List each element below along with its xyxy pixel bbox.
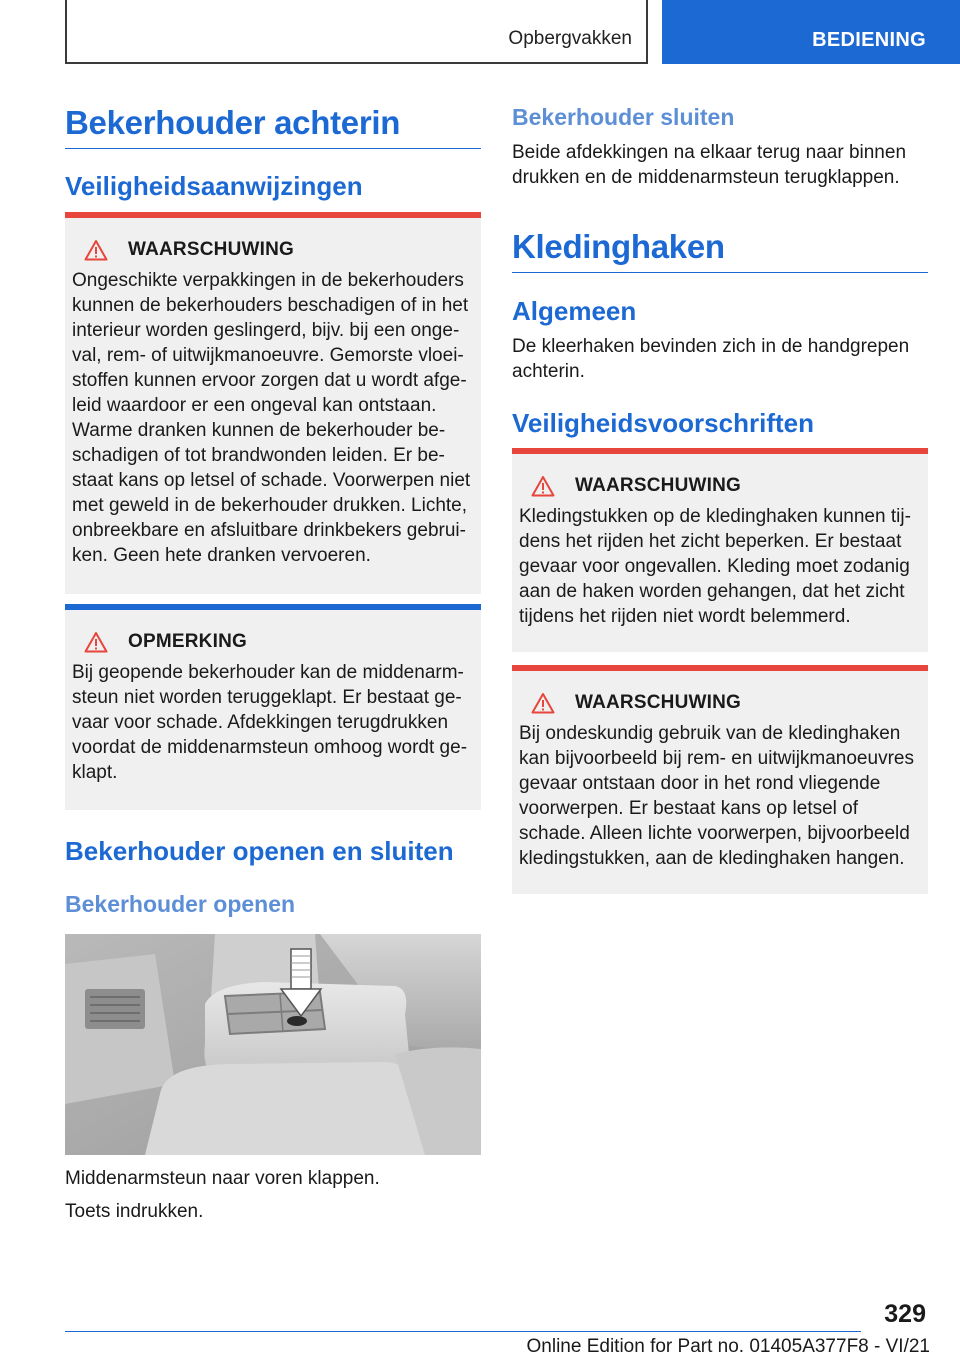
footer-divider — [65, 1331, 861, 1332]
note-label: OPMERKING — [128, 631, 247, 652]
warning-text: Bij ondeskundig gebruik van de kledinghaken kan bijvoorbeeld bij rem- en uitwijkmanoeuvres gevaar ontstaan door in het rond vliegende voorwerpen. Er bestaat kans op letsel of schade. Alleen lichte voorwerpen, bijvoorbeeld kledingstukken, aan de kledinghaken hangen. — [519, 723, 914, 869]
warning-text: Kledingstukken op de kledinghaken kunnen tijdens het rijden het zicht beperken. Er bestaat gevaar voor ongevallen. Kleding moet zodanig aan de haken worden gehangen, dat het zicht tijdens het rijden niet wordt belemmerd. — [519, 506, 911, 627]
close-text: Beide afdekkingen na elkaar terug naar binnen drukken en de middenarmsteun terugklappen. — [512, 142, 907, 188]
heading-close: Bekerhouder sluiten — [512, 104, 735, 130]
heading-general: Algemeen — [512, 296, 637, 326]
warning-label: WAARSCHUWING — [128, 239, 294, 260]
page-title-kledinghaken: Kledinghaken — [512, 228, 928, 273]
heading-open: Bekerhouder openen — [65, 891, 296, 917]
page-number: 329 — [884, 1300, 926, 1328]
warning-callout-cupholder — [65, 212, 481, 594]
warning-triangle-icon — [531, 475, 555, 497]
header-chapter-tab[interactable] — [662, 0, 960, 64]
heading-safety-right: Veiligheidsvoorschriften — [512, 408, 814, 438]
warning-callout-header — [519, 691, 921, 715]
warning-label: WAARSCHUWING — [575, 692, 741, 713]
note-text: Bij geopende bekerhouder kan de middenarmsteun niet worden teruggeklapt. Er bestaat gevaar voor schade. Afdekkingen terugdrukken voordat de middenarmsteun omhoog wordt geklapt. — [72, 662, 468, 783]
warning-callout-header — [72, 238, 474, 262]
warning-text: Ongeschikte verpakkingen in de bekerhouders kunnen de bekerhouders beschadigen of in het interieur worden geslingerd, bijv. bij een ongeval, rem- of uitwijkmanoeuvre. Gemorste vloeistoffen kunnen ervoor zorgen dat u wordt afgeleid waardoor er een ongeval kan ontstaan. Warme dranken kunnen de bekerhouder beschadigen of tot brandwonden leiden. Er bestaat kans op letsel of schade. Voorwerpen niet met geweld in de bekerhouder drukken. Lichte, onbreekbare en afsluitbare drinkbekers gebruiken. Geen hete dranken vervoeren. — [72, 270, 471, 566]
armrest-illustration — [65, 934, 481, 1155]
heading-open-close: Bekerhouder openen en sluiten — [65, 836, 454, 866]
warning-callout-hooks-2 — [512, 665, 928, 894]
note-callout-header — [72, 630, 474, 654]
warning-triangle-icon — [531, 692, 555, 714]
heading-safety-left: Veiligheidsaanwijzingen — [65, 171, 363, 201]
header-section-title: Opbergvakken — [508, 28, 632, 49]
warning-callout-hooks-1 — [512, 448, 928, 652]
step-1: Middenarmsteun naar voren klappen. — [65, 1168, 380, 1189]
warning-callout-header — [519, 474, 921, 498]
footer-edition: Online Edition for Part no. 01405A377F8 - VI/21 — [526, 1336, 930, 1357]
armrest-photo — [65, 934, 481, 1155]
note-callout-cupholder — [65, 604, 481, 810]
warning-label: WAARSCHUWING — [575, 475, 741, 496]
step-2: Toets indrukken. — [65, 1201, 204, 1222]
header-section-box — [65, 0, 648, 64]
caution-triangle-icon — [84, 631, 108, 653]
general-text: De kleerhaken bevinden zich in de handgrepen achterin. — [512, 336, 910, 382]
header-chapter-label: BEDIENING — [812, 29, 926, 51]
page-title-bekerhouder: Bekerhouder achterin — [65, 104, 481, 149]
warning-triangle-icon — [84, 239, 108, 261]
